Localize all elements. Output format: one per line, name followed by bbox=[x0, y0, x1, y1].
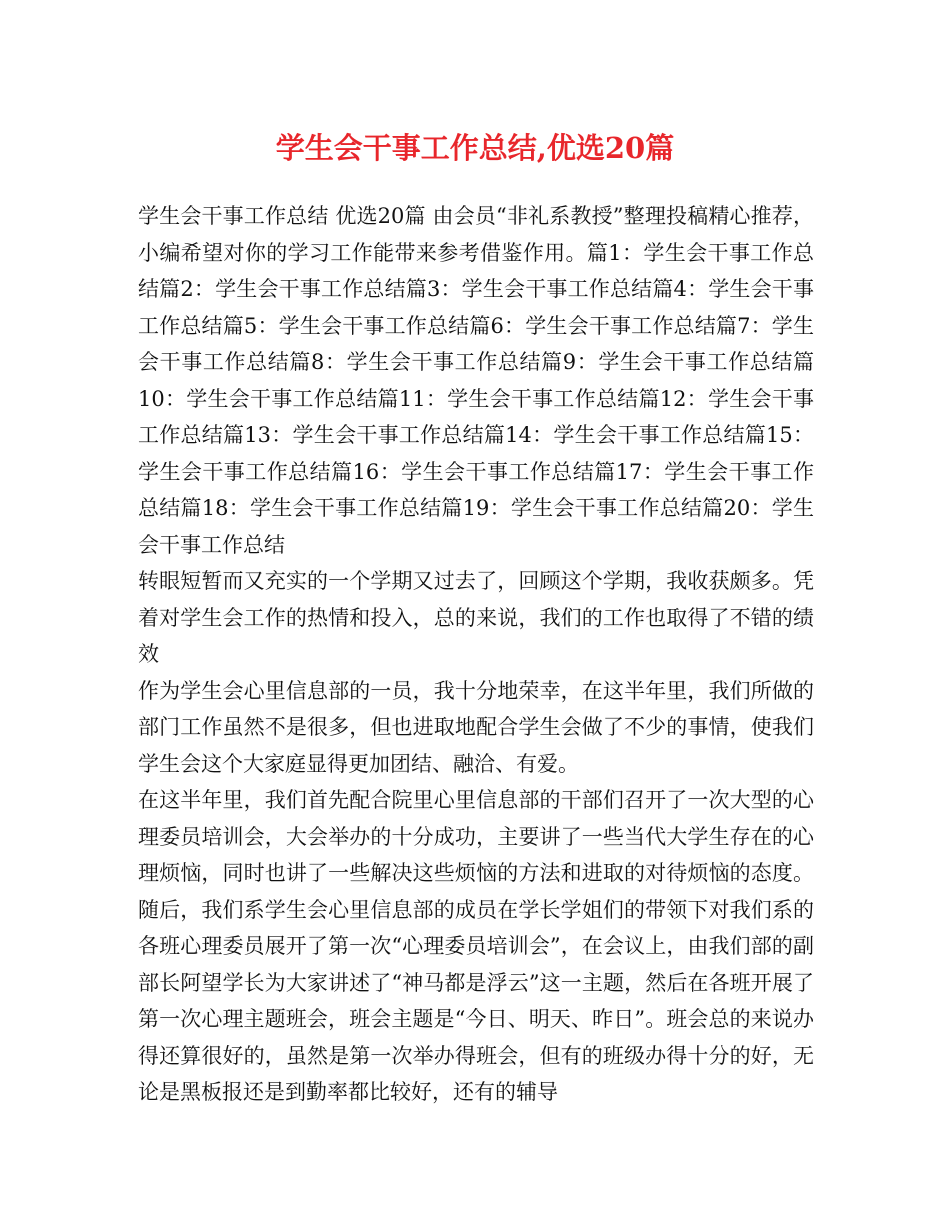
document-body bbox=[138, 198, 814, 1111]
paragraph-training-meeting: 在这半年里，我们首先配合院里心里信息部的干部们召开了一次大型的心理委员培训会，大会举办的十分成功，主要讲了一些当代大学生存在的心理烦恼，同时也讲了一些解决这些烦恼的方法和进取的对待烦恼的态度。随后，我们系学生会心里信息部的成员在学长学姐们的带领下对我们系的各班心理委员展开了第一次“心理委员培训会”，在会议上，由我们部的副部长阿望学长为大家讲述了“神马都是浮云”这一主题，然后在各班开展了第一次心理主题班会，班会主题是“今日、明天、昨日”。班会总的来说办得还算很好的，虽然是第一次举办得班会，但有的班级办得十分的好，无论是黑板报还是到勤率都比较好，还有的辅导 bbox=[138, 788, 814, 1104]
document-title: 学生会干事工作总结,优选20篇 bbox=[275, 131, 675, 165]
paragraph-intro: 学生会干事工作总结 优选20篇 由会员“非礼系教授”整理投稿精心推荐，小编希望对你的学习工作能带来参考借鉴作用。篇1：学生会干事工作总结篇2：学生会干事工作总结篇3：学生会干事工作总结篇4：学生会干事工作总结篇5：学生会干事工作总结篇6：学生会干事工作总结篇7：学生会干事工作总结篇8：学生会干事工作总结篇9：学生会干事工作总结篇10：学生会干事工作总结篇11：学生会干事工作总结篇12：学生会干事工作总结篇13：学生会干事工作总结篇14：学生会干事工作总结篇15：学生会干事工作总结篇16：学生会干事工作总结篇17：学生会干事工作总结篇18：学生会干事工作总结篇19：学生会干事工作总结篇20：学生会干事工作总结 bbox=[138, 204, 814, 557]
paragraph-department-role: 作为学生会心里信息部的一员，我十分地荣幸，在这半年里，我们所做的部门工作虽然不是很多，但也进取地配合学生会做了不少的事情，使我们学生会这个大家庭显得更加团结、融洽、有爱。 bbox=[138, 678, 814, 776]
paragraph-semester-review: 转眼短暂而又充实的一个学期又过去了，回顾这个学期，我收获颇多。凭着对学生会工作的热情和投入，总的来说，我们的工作也取得了不错的绩效 bbox=[138, 569, 814, 666]
